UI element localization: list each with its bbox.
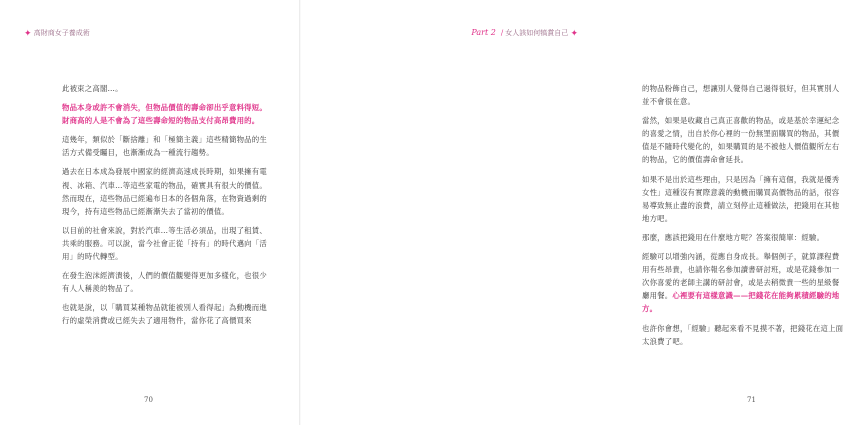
paragraph-text: 此被束之高閣…。 bbox=[62, 84, 123, 93]
left-header-title: 高財商女子養成術 bbox=[33, 29, 90, 37]
paragraph-text: 過去在日本成為發展中國家的經濟高速成長時期，如果擁有電視、冰箱、汽車…等這些家電的物品，確實具有很大的價值。然而現在，這些物品已經遍布日本的各個角落，在物資過剩的現今，持有這些物品已經漸漸失去了當初的價值。 bbox=[62, 167, 267, 216]
paragraph-text: 當然，如果是收藏自己真正喜歡的物品，或是基於幸運紀念的喜愛之情，出自於你心裡的一份無罣面購買的物品，其價值是不隨時代變化的，如果購買的是不被他人價值觀所左右的物品，它的價值壽命會延長。 bbox=[642, 116, 840, 165]
right-body-text bbox=[642, 82, 846, 354]
left-body-text bbox=[62, 82, 267, 334]
paragraph-text: 這幾年，類似於「斷捨離」和「極簡主義」這些精簡物品的生活方式備受矚目，也漸漸成為一種流行趨勢。 bbox=[62, 135, 267, 158]
paragraph bbox=[642, 322, 846, 348]
part-label: Part 2 bbox=[471, 28, 496, 37]
paragraph bbox=[62, 133, 267, 159]
paragraph-text: 以目前的社會來說，對於汽車…等生活必須品，出現了租賃、共乘的服務。可以說，當今社會正從「持有」的時代邁向「活用」的時代轉型。 bbox=[62, 225, 267, 262]
right-page-number: 71 bbox=[747, 396, 756, 404]
paragraph bbox=[62, 82, 267, 95]
right-page bbox=[300, 0, 844, 425]
right-running-header bbox=[471, 28, 578, 38]
slash-divider: / bbox=[500, 29, 504, 37]
right-header-title: 女人該如何犒賞自己 bbox=[505, 29, 569, 37]
paragraph bbox=[642, 82, 846, 108]
paragraph-text: 在發生泡沫經濟潰後，人們的價值觀變得更加多樣化，也很少有人人稱羨的物品了。 bbox=[62, 271, 267, 294]
paragraph bbox=[642, 231, 846, 244]
paragraph-text: 那麼，應該把錢用在什麼地方呢？答案很簡單：經驗。 bbox=[642, 232, 825, 242]
highlighted-text: 心裡要有這樣意識——把錢花在能夠累積經驗的地方。 bbox=[642, 291, 840, 314]
paragraph bbox=[62, 269, 267, 295]
highlighted-text: 物品本身或許不會消失，但物品價值的壽命卻出乎意料得短。財商高的人是不會為了這些壽命短的物品支付高昂費用的。 bbox=[62, 103, 267, 126]
paragraph bbox=[642, 250, 846, 315]
left-page bbox=[0, 0, 300, 425]
paragraph bbox=[62, 224, 267, 263]
paragraph bbox=[642, 173, 846, 225]
paragraph-text: 的物品粉飾自己，想讓別人覺得自己過得很好，但其實別人並不會很在意。 bbox=[642, 84, 840, 107]
paragraph-text: 也就是說，以「購買某種物品就能被別人看得起」為動機而進行的虛榮消費或已經失去了適用物件，當你花了高價買來 bbox=[62, 303, 267, 326]
paragraph bbox=[62, 301, 267, 327]
paragraph-text: 經驗可以增強內涵，從應自身成長。舉個例子，就算課程費用有些昂貴，也請你報名參加讀書研討班，或是花錢參加一次你喜愛的老師主講的研討會，或是去稍微貴一些的星級餐廳用餐。 bbox=[642, 252, 840, 301]
left-running-header bbox=[24, 28, 90, 38]
star-icon: ✦ bbox=[570, 29, 578, 39]
paragraph-text: 也許你會想，「經驗」聽起來看不見摸不著，把錢花在這上面太浪費了吧。 bbox=[642, 323, 844, 346]
paragraph-text: 如果不是出於這些理由，只是因為「擁有這個，我就是優秀女性」這種沒有實際意義的動機而購買高價物品的話，很容易導致無止盡的浪費，請立刻停止這種做法，把錢用在其他地方吧。 bbox=[642, 174, 840, 223]
paragraph bbox=[642, 114, 846, 166]
paragraph bbox=[62, 101, 267, 127]
star-icon: ✦ bbox=[24, 29, 32, 39]
left-page-number: 70 bbox=[144, 396, 153, 404]
paragraph bbox=[62, 165, 267, 217]
